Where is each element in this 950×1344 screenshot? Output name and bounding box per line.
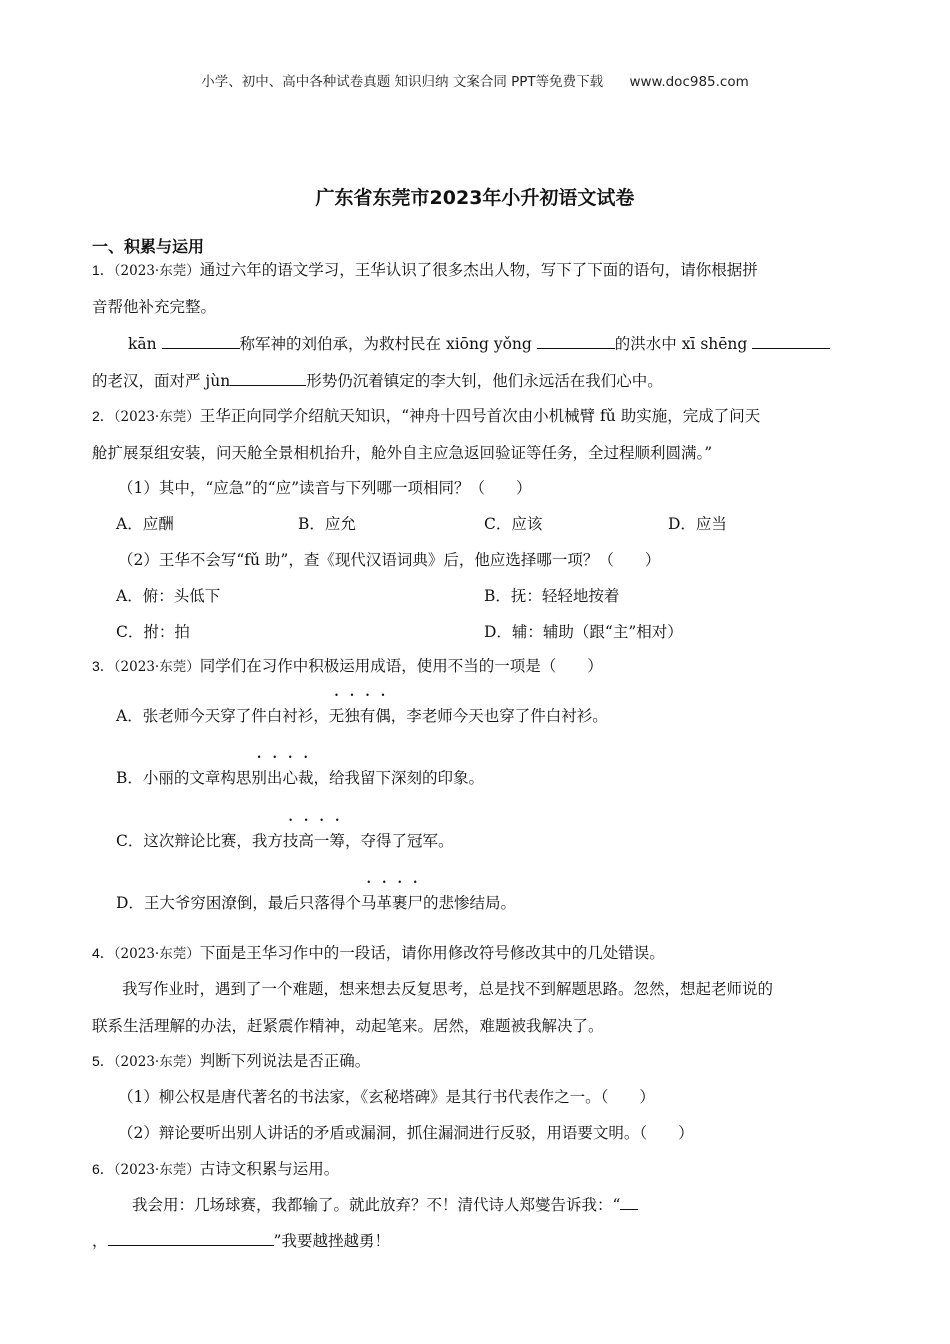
dotted-char: 有 [359,707,376,725]
question-text: 下面是王华习作中的一段话，请你用修改符号修改其中的几处错误。 [199,944,665,962]
question-4-paragraph-cont: 联系生活理解的办法，赶紧震作精神，动起笔来。居然，难题被我解决了。 [92,1017,604,1035]
question-text: 古诗文积累与运用。 [199,1160,340,1178]
answer-blank[interactable] [537,334,615,349]
text-segment: ， [92,1232,108,1250]
question-3 [92,654,603,676]
text-segment: 的老汉，面对严 jùn [92,372,231,390]
dotted-char: 出 [266,769,283,787]
sub-question-2: （2）王华不会写“fǔ 助”，查《现代汉语词典》后，他应选择哪一项？（ ） [118,551,661,569]
text-segment: 的洪水中 xī shēng [614,335,753,353]
dotted-char: 马 [360,894,377,912]
question-source: （2023·东莞） [113,1054,200,1070]
question-number: 1． [92,262,114,278]
question-number: 5． [92,1053,114,1069]
question-text: 王华正向同学介绍航天知识，“神舟十四号首次由小机械臂 fǔ 助实施，完成了问天 [199,407,761,425]
option-b[interactable]: B．抚：轻轻地按着 [484,587,620,605]
sub-question-1: （1）其中，“应急”的“应”读音与下列哪一项相同？（ ） [118,479,532,497]
option-text: ，李老师今天也穿了件白衬衫。 [390,707,608,725]
option-d[interactable]: D．辅：辅助（跟“主”相对） [484,623,683,641]
option-text: D．王大爷穷困潦倒，最后只落得个 [116,894,361,912]
question-1 [92,258,758,280]
option-a[interactable] [116,704,608,726]
answer-blank[interactable] [108,1231,274,1246]
question-source: （2023·东莞） [113,409,200,425]
question-1-pinyin-line-2 [92,369,663,391]
text-segment: 我会用：几场球赛，我都输了。就此放弃？不！清代诗人郑燮告诉我：“ [132,1196,621,1214]
option-c[interactable]: C．拊：拍 [116,623,190,641]
question-2-cont: 舱扩展泵组安装，问天舱全景相机抬升，舱外自主应急返回验证等任务，全过程顺利圆满。” [92,444,713,462]
option-c[interactable] [116,829,453,851]
question-6 [92,1157,339,1179]
question-source: （2023·东莞） [113,1162,200,1178]
question-number: 4． [92,945,114,961]
question-6-line-2 [92,1229,390,1251]
option-b[interactable]: B．应允 [298,515,356,533]
option-c[interactable]: C．应该 [484,515,543,533]
statement-2: （2）辩论要听出别人讲话的矛盾或漏洞，抓住漏洞进行反驳，用语要文明。（ ） [118,1124,694,1142]
site-header [0,70,950,90]
answer-blank[interactable] [230,371,306,386]
answer-blank[interactable] [752,334,830,349]
option-text: B．小丽的文章构思 [116,769,252,787]
option-b[interactable] [116,766,484,788]
dotted-char: 高 [298,832,314,850]
question-text: 通过六年的语文学习，王华认识了很多杰出人物，写下了下面的语句，请你根据拼 [199,261,758,279]
answer-blank[interactable] [620,1195,638,1210]
dotted-char: 一 [313,832,330,850]
question-1-cont: 音帮他补充完整。 [92,298,217,316]
question-1-pinyin-line [128,332,830,354]
dotted-char: 偶 [375,707,391,725]
dotted-char: 技 [282,832,299,850]
option-a[interactable]: A．应酬 [116,515,174,533]
question-text: 同学们在习作中积极运用成语，使用不当的一项是（ ） [199,657,603,675]
question-source: （2023·东莞） [113,946,200,962]
option-d[interactable] [116,891,516,913]
question-5 [92,1049,370,1071]
answer-blank[interactable] [162,334,240,349]
text-segment: kān [128,335,162,353]
option-a[interactable]: A．俯：头低下 [116,587,221,605]
dotted-char: 心 [282,769,298,787]
header-text: 小学、初中、高中各种试卷真题 知识归纳 文案合同 PPT等免费下载 [201,74,604,90]
page-title: 广东省东莞市2023年小升初语文试卷 [315,187,635,209]
question-source: （2023·东莞） [113,263,200,279]
dotted-char: 裹 [391,894,408,912]
question-4 [92,941,665,963]
dotted-char: 别 [251,769,267,787]
option-text: C．这次辩论比赛，我方 [116,832,283,850]
question-6-line [132,1193,638,1215]
option-text: 的悲惨结局。 [423,894,517,912]
text-segment: ”我要越挫越勇！ [273,1232,390,1250]
question-4-paragraph: 我写作业时，遇到了一个难题，想来想去反复思考，总是找不到解题思路。忽然，想起老师说的 [122,980,774,998]
statement-1: （1）柳公权是唐代著名的书法家，《玄秘塔碑》是其行书代表作之一。（ ） [118,1088,655,1106]
question-number: 3． [92,658,114,674]
dotted-char: 筹 [329,832,345,850]
header-url[interactable]: www.doc985.com [629,74,749,90]
option-text: ，夺得了冠军。 [344,832,454,850]
option-text: ，给我留下深刻的印象。 [313,769,484,787]
question-source: （2023·东莞） [113,659,200,675]
dotted-char: 尸 [407,894,423,912]
dotted-char: 无 [328,707,345,725]
option-text: A．张老师今天穿了件白衬衫， [116,707,329,725]
question-number: 6． [92,1161,114,1177]
dotted-char: 独 [344,707,360,725]
question-text: 判断下列说法是否正确。 [199,1052,371,1070]
question-2 [92,404,760,426]
option-d[interactable]: D．应当 [668,515,727,533]
section-heading: 一、积累与运用 [92,237,205,256]
question-number: 2． [92,408,114,424]
text-segment: 形势仍沉着镇定的李大钊，他们永远活在我们心中。 [306,372,663,390]
dotted-char: 革 [376,894,392,912]
text-segment: 称军神的刘伯承，为救村民在 xiōng yǒng [239,335,537,353]
dotted-char: 裁 [297,769,314,787]
